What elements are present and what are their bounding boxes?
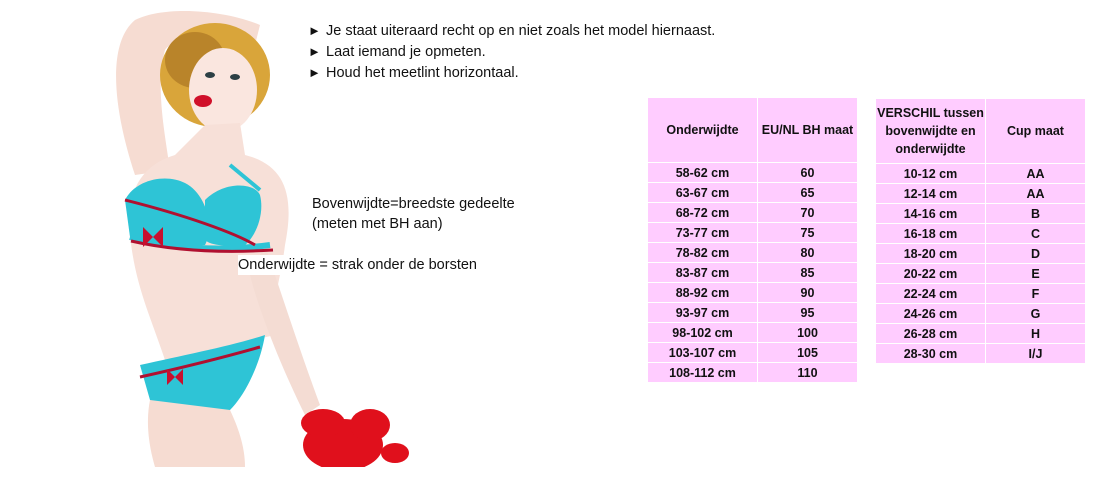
table-row: 18-20 cm D: [876, 244, 1085, 263]
table-row: 16-18 cm C: [876, 224, 1085, 243]
band-size-table: [647, 97, 858, 383]
instruction-item: ► Houd het meetlint horizontaal.: [308, 62, 715, 83]
table-row: 108-112 cm 110: [648, 363, 857, 382]
table-row: 83-87 cm 85: [648, 263, 857, 282]
arrow-right-icon: ►: [308, 23, 321, 38]
table-row: 98-102 cm 100: [648, 323, 857, 342]
table-row: 88-92 cm 90: [648, 283, 857, 302]
table-row: 10-12 cm AA: [876, 164, 1085, 183]
table-row: 24-26 cm G: [876, 304, 1085, 323]
table-row: 12-14 cm AA: [876, 184, 1085, 203]
table-row: 26-28 cm H: [876, 324, 1085, 343]
table-header: VERSCHIL tussen bovenwijdte en onderwijdte: [876, 99, 985, 163]
instruction-list: [308, 20, 715, 83]
table-header-row: [648, 98, 857, 162]
table-row: 63-67 cm 65: [648, 183, 857, 202]
table-header-row: [876, 99, 1085, 163]
table-row: 68-72 cm 70: [648, 203, 857, 222]
table-row: 78-82 cm 80: [648, 243, 857, 262]
arrow-right-icon: ►: [308, 65, 321, 80]
table-row: 103-107 cm 105: [648, 343, 857, 362]
instruction-item: ► Je staat uiteraard recht op en niet zoals het model hiernaast.: [308, 20, 715, 41]
table-row: 58-62 cm 60: [648, 163, 857, 182]
underbust-measurement-label: Onderwijdte = strak onder de borsten: [238, 257, 477, 273]
table-header: Cup maat: [986, 99, 1085, 163]
table-row: 22-24 cm F: [876, 284, 1085, 303]
instruction-item: ► Laat iemand je opmeten.: [308, 41, 715, 62]
table-header: EU/NL BH maat: [758, 98, 857, 162]
table-header: Onderwijdte: [648, 98, 757, 162]
table-row: 14-16 cm B: [876, 204, 1085, 223]
table-row: 28-30 cm I/J: [876, 344, 1085, 363]
cup-size-table: [875, 98, 1086, 364]
table-row: 73-77 cm 75: [648, 223, 857, 242]
table-row: 20-22 cm E: [876, 264, 1085, 283]
bust-measurement-label: Bovenwijdte=breedste gedeelte (meten met BH aan): [312, 196, 515, 232]
table-row: 93-97 cm 95: [648, 303, 857, 322]
arrow-right-icon: ►: [308, 44, 321, 59]
